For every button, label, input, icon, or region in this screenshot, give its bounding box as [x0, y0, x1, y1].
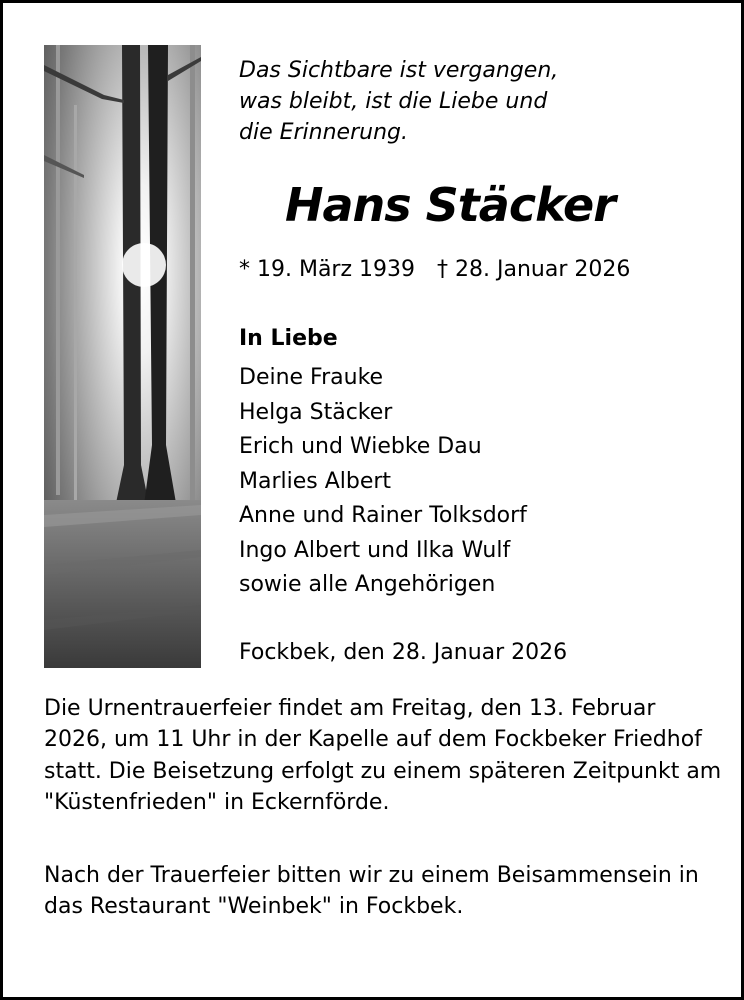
mourner: Ingo Albert und Ilka Wulf [239, 537, 511, 563]
mourner: Deine Frauke [239, 365, 384, 390]
life-dates [239, 253, 719, 287]
forest-photo [44, 45, 201, 668]
mourners-list [239, 361, 527, 603]
funeral-info-paragraph: Die Urnentrauerfeier findet am Freitag, den 13. Februar 2026, um 11 Uhr in der Kapelle auf dem Fockbeker Friedhof statt. Die Beisetzung erfolgt zu einem späteren Zeitpunkt am "Küstenfrieden" in Eckernförde. [44, 696, 722, 815]
place-and-date: Fockbek, den 28. Januar 2026 [239, 640, 568, 665]
mourner: Anne und Rainer Tolksdorf [239, 503, 527, 528]
mourners-heading: In Liebe [239, 326, 338, 351]
birth-date: * 19. März 1939 [239, 257, 416, 282]
mourner: sowie alle Angehörigen [239, 572, 496, 597]
mourner: Erich und Wiebke Dau [239, 434, 482, 459]
gathering-info-paragraph: Nach der Trauerfeier bitten wir zu einem Beisammensein in das Restaurant "Weinbek" in Fockbek. [44, 863, 699, 920]
deceased-name: Hans Stäcker [285, 178, 615, 232]
mourner: Marlies Albert [239, 468, 392, 494]
death-date: † 28. Januar 2026 [437, 257, 631, 282]
forest-sunlight-icon [44, 45, 201, 668]
memorial-quote: Das Sichtbare ist vergangen, was bleibt, ist die Liebe und die Erinnerung. [239, 58, 559, 145]
mourner: Helga Stäcker [239, 399, 393, 425]
